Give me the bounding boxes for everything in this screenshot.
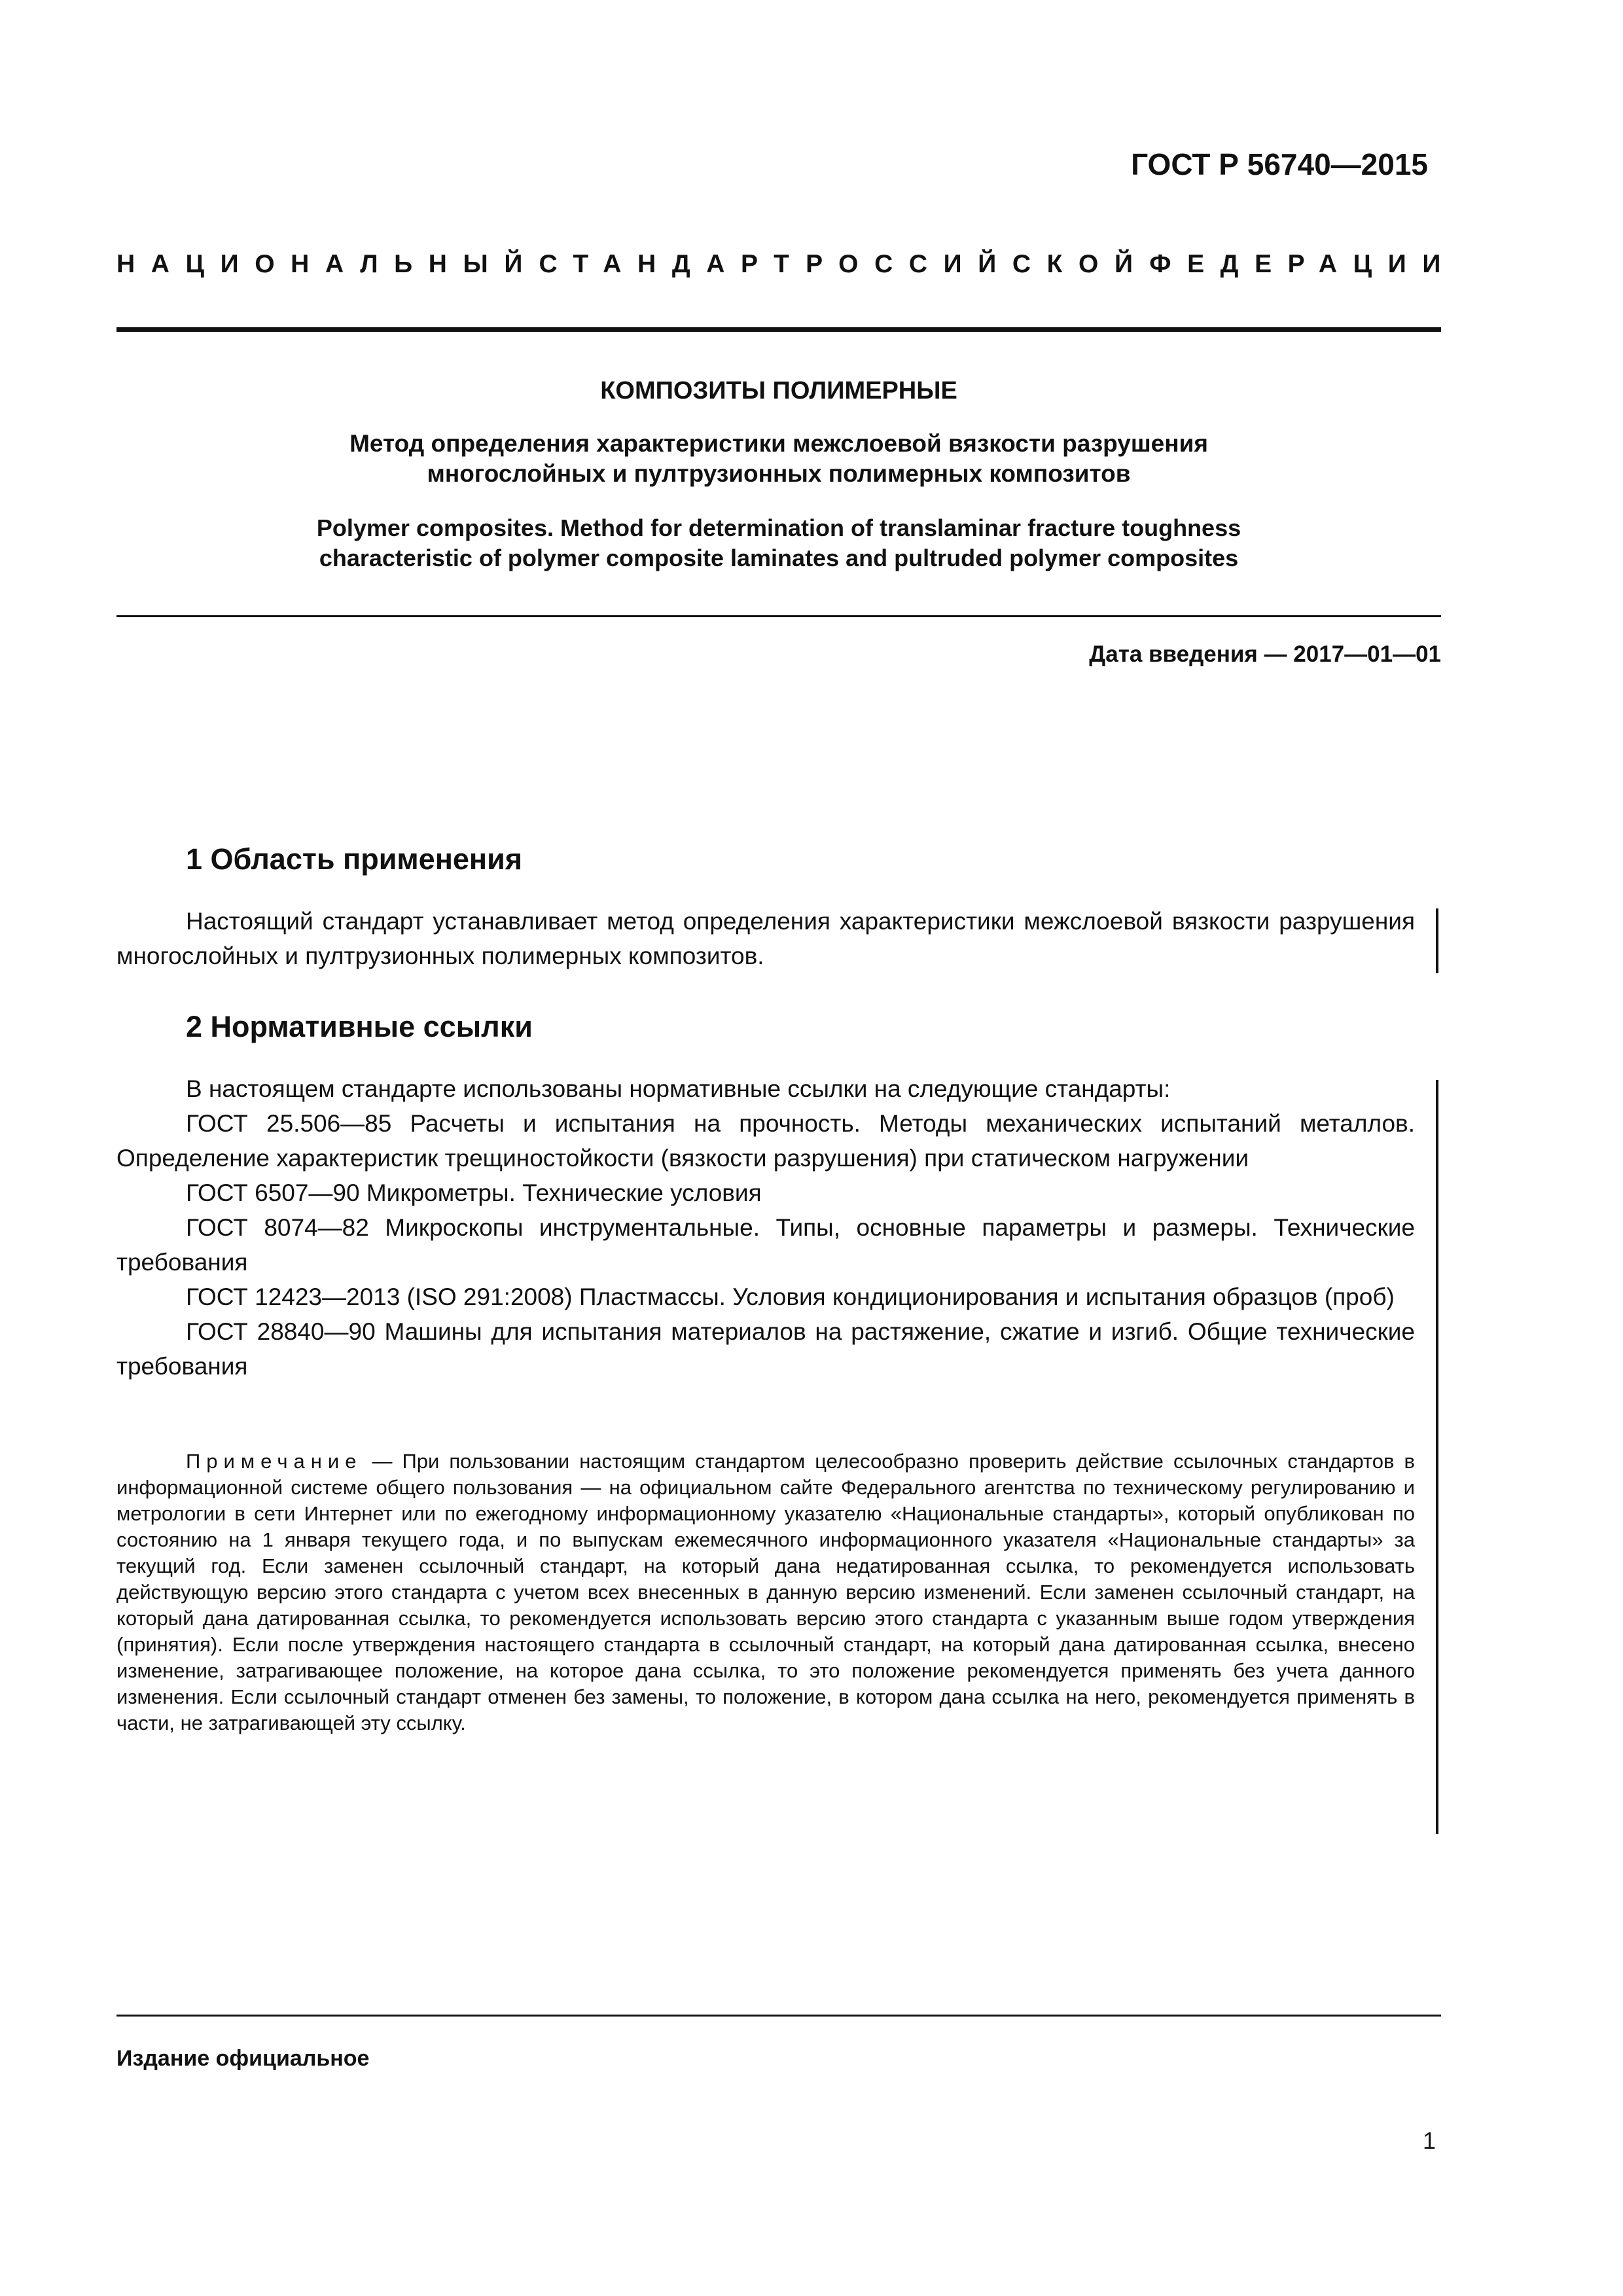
heading-word: ФЕДЕРАЦИИ xyxy=(1149,250,1457,278)
header-divider xyxy=(116,327,1441,332)
note xyxy=(116,1448,1415,1736)
footer-divider xyxy=(116,2015,1441,2017)
reference-item: ГОСТ 8074—82 Микроскопы инструментальные. Типы, основные параметры и размеры. Технические требования xyxy=(116,1214,1415,1276)
subtitle-line: многослойных и пултрузионных полимерных композитов xyxy=(427,460,1131,487)
note-text: — При пользовании настоящим стандартом целесообразно проверить действие ссылочных стандартов в информационной системе общего пользования — на официальном сайте Федерального агентства по техническому регулированию и метрологии в сети Интернет или по ежегодному информационному указателю «Национальные стандарты», который опубликован по состоянию на 1 января текущего года, и по выпускам ежемесячного информационного указателя «Национальные стандарты» за текущий год. Если заменен ссылочный стандарт, на который дана недатированная ссылка, то рекомендуется использовать действующую версию этого стандарта с учетом всех внесенных в данную версию изменений. Если заменен ссылочный стандарт, на который дана датированная ссылка, то рекомендуется использовать версию этого стандарта с указанным выше годом утверждения (принятия). Если после утверждения настоящего стандарта в ссылочный стандарт, на который дана датированная ссылка, внесено изменение, затрагивающее положение, на которое дана ссылка, то это положение рекомендуется применять без учета данного изменения. Если ссылочный стандарт отменен без замены, то положение, в котором дана ссылка на него, рекомендуется применять в части, не затрагивающей эту ссылку. xyxy=(116,1450,1415,1734)
national-standard-heading xyxy=(116,250,1457,279)
document-title: КОМПОЗИТЫ ПОЛИМЕРНЫЕ xyxy=(600,377,957,404)
reference-item: ГОСТ 6507—90 Микрометры. Технические условия xyxy=(186,1179,762,1206)
paragraph: Настоящий стандарт устанавливает метод определения характеристики межслоевой вязкости разрушения многослойных и пултрузионных полимерных композитов. xyxy=(116,908,1415,969)
title-divider xyxy=(116,615,1441,617)
section-body-references xyxy=(116,1071,1415,1384)
paragraph: В настоящем стандарте использованы нормативные ссылки на следующие стандарты: xyxy=(186,1075,1171,1102)
heading-word: РОССИЙСКОЙ xyxy=(806,250,1149,278)
change-bar xyxy=(1436,1080,1438,1834)
page-number: 1 xyxy=(1422,2127,1436,2154)
section-heading-scope: 1 Область применения xyxy=(186,842,523,876)
subtitle-line: Метод определения характеристики межслоевой вязкости разрушения xyxy=(349,430,1208,457)
heading-word: СТАНДАРТ xyxy=(539,250,806,278)
change-bar xyxy=(1436,908,1438,973)
edition-label: Издание официальное xyxy=(116,2046,370,2071)
title-en-line: Polymer composites. Method for determination of translaminar fracture toughness xyxy=(316,514,1241,541)
document-subtitle-ru xyxy=(116,429,1441,489)
reference-item: ГОСТ 12423—2013 (ISO 291:2008) Пластмассы. Условия кондиционирования и испытания образцов (проб) xyxy=(186,1283,1395,1310)
document-title-en xyxy=(116,513,1441,573)
note-label: Примечание xyxy=(186,1450,363,1473)
heading-word: НАЦИОНАЛЬНЫЙ xyxy=(116,250,539,278)
title-en-line: characteristic of polymer composite laminates and pultruded polymer composites xyxy=(319,545,1239,571)
section-heading-references: 2 Нормативные ссылки xyxy=(186,1010,533,1043)
section-body-scope xyxy=(116,904,1415,973)
reference-item: ГОСТ 28840—90 Машины для испытания материалов на растяжение, сжатие и изгиб. Общие технические требования xyxy=(116,1318,1415,1380)
introduction-date: Дата введения — 2017—01—01 xyxy=(1089,641,1441,667)
document-number: ГОСТ Р 56740—2015 xyxy=(1131,147,1428,181)
reference-item: ГОСТ 25.506—85 Расчеты и испытания на прочность. Методы механических испытаний металлов. Определение характеристик трещиностойкости (вязкости разрушения) при статическом нагружении xyxy=(116,1110,1415,1172)
